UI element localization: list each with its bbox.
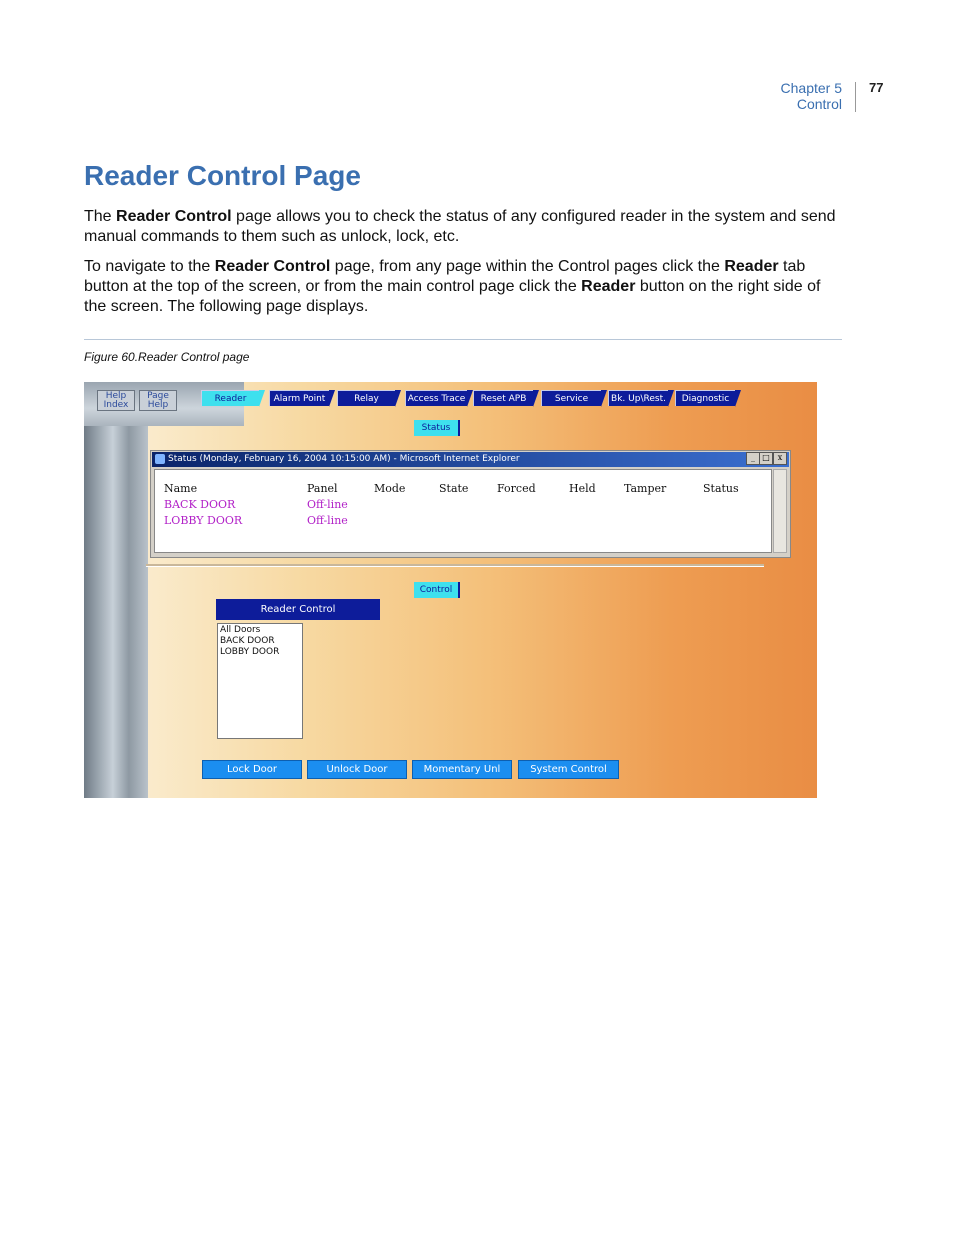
tab-diagnostic[interactable]: Diagnostic xyxy=(675,390,735,406)
chapter-label: Chapter 5 xyxy=(780,80,842,96)
status-window xyxy=(150,450,791,558)
status-label: Status xyxy=(414,420,460,436)
figure-divider xyxy=(84,339,842,340)
reader-control-screenshot xyxy=(84,382,817,798)
lock-door-button[interactable]: Lock Door xyxy=(202,760,302,779)
row-panel: Off-line xyxy=(307,498,348,511)
col-name: Name xyxy=(164,482,198,495)
navigation-paragraph: To navigate to the Reader Control page, from any page within the Control pages click the Reader tab button at the top of the screen, or from the main control page click the Reader button on the right side of the screen. The following page displays. xyxy=(84,258,821,315)
tab-reset-apb[interactable]: Reset APB xyxy=(473,390,533,406)
intro-paragraph: The Reader Control page allows you to check the status of any configured reader in the system and send manual commands to them such as unlock, lock, etc. xyxy=(84,208,836,245)
col-status: Status xyxy=(703,482,739,495)
maximize-button[interactable]: □ xyxy=(759,452,773,465)
col-tamper: Tamper xyxy=(624,482,667,495)
tab-service[interactable]: Service xyxy=(541,390,601,406)
row-name: BACK DOOR xyxy=(164,498,236,511)
page-title: Reader Control Page xyxy=(84,160,361,191)
page-help-button[interactable]: Page Help xyxy=(139,390,177,411)
ie-icon xyxy=(155,454,165,464)
reader-control-header: Reader Control xyxy=(216,599,380,620)
minimize-button[interactable]: _ xyxy=(746,452,760,465)
control-label: Control xyxy=(414,582,460,598)
running-header xyxy=(781,80,842,112)
tab-access-trace[interactable]: Access Trace xyxy=(405,390,467,406)
section-label: Control xyxy=(796,96,842,112)
col-state: State xyxy=(439,482,469,495)
momentary-unlock-button[interactable]: Momentary Unl xyxy=(412,760,512,779)
vertical-scrollbar[interactable] xyxy=(773,469,787,553)
header-divider xyxy=(855,82,856,112)
page-number: 77 xyxy=(869,80,884,95)
col-held: Held xyxy=(569,482,596,495)
metal-sidebar xyxy=(84,382,148,798)
row-panel: Off-line xyxy=(307,514,348,527)
section-separator xyxy=(146,564,764,567)
col-forced: Forced xyxy=(497,482,536,495)
unlock-door-button[interactable]: Unlock Door xyxy=(307,760,407,779)
list-item[interactable]: All Doors xyxy=(220,625,261,635)
tab-alarm-point[interactable]: Alarm Point xyxy=(269,390,329,406)
list-item[interactable]: LOBBY DOOR xyxy=(220,647,280,657)
figure-caption: Figure 60.Reader Control page xyxy=(84,350,250,364)
tab-backup-restore[interactable]: Bk. Up\Rest. xyxy=(608,390,668,406)
status-table xyxy=(154,469,772,553)
list-item[interactable]: BACK DOOR xyxy=(220,636,275,646)
status-window-titlebar: Status (Monday, February 16, 2004 10:15:00 AM) - Microsoft Internet Explorer xyxy=(152,452,789,467)
tab-relay[interactable]: Relay xyxy=(337,390,395,406)
system-control-button[interactable]: System Control xyxy=(518,760,619,779)
door-listbox[interactable] xyxy=(217,623,303,739)
col-mode: Mode xyxy=(374,482,406,495)
tab-reader[interactable]: Reader xyxy=(201,390,259,406)
row-name: LOBBY DOOR xyxy=(164,514,243,527)
help-index-button[interactable]: Help Index xyxy=(97,390,135,411)
close-button[interactable]: x xyxy=(773,452,787,465)
col-panel: Panel xyxy=(307,482,338,495)
